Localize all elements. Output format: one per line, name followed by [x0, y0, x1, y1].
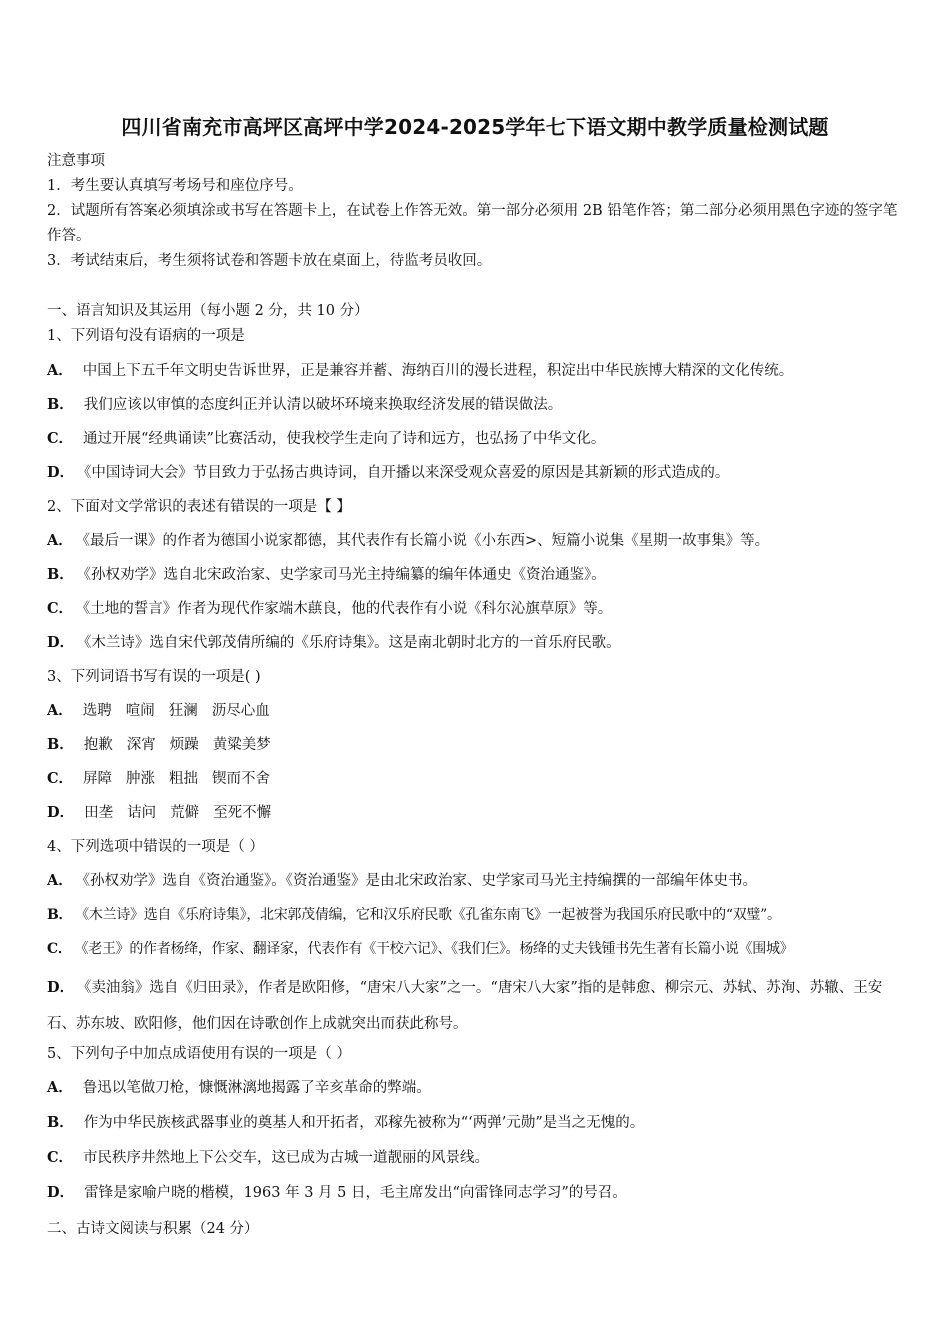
q3-option-b: B． 抱歉 深宵 烦躁 黄粱美梦: [47, 736, 271, 753]
q1-option-c: C． 通过开展“经典诵读”比赛活动，使我校学生走向了诗和远方，也弘扬了中华文化。: [47, 430, 606, 447]
q4-option-b: B． 《木兰诗》选自《乐府诗集》，北宋郭茂倩编，它和汉乐府民歌《孔雀东南飞》一起被誉为我国乐府民歌中的“双璧”。: [47, 907, 781, 923]
q4-option-d: D． 《卖油翁》选自《归田录》，作者是欧阳修，“唐宋八大家”之一。“唐宋八大家”指的是韩愈、柳宗元、苏轼、苏洵、苏辙、王安石、苏东坡、欧阳修，他们因在诗歌创作上成就突出而获此称号。: [47, 979, 883, 1032]
q4-stem: 4、下列选项中错误的一项是（ ）: [47, 839, 264, 855]
q5-stem: 5、下列句子中加点成语使用有误的一项是（ ）: [47, 1046, 351, 1062]
q2-option-b: B． 《孙权劝学》选自北宋政治家、史学家司马光主持编纂的编年体通史《资治通鉴》。: [47, 566, 606, 583]
section-2-heading: 二、古诗文阅读与积累（24 分）: [47, 1221, 259, 1237]
q1-option-a: A． 中国上下五千年文明史告诉世界，正是兼容并蓄、海纳百川的漫长进程，积淀出中华民族博大精深的文化传统。: [47, 362, 794, 379]
q4-option-a: A． 《孙权劝学》选自《资治通鉴》。《资治通鉴》是由北宋政治家、史学家司马光主持编撰的一部编年体史书。: [47, 872, 758, 889]
q5-option-d: D． 雷锋是家喻户晓的楷模，1963 年 3 月 5 日，毛主席发出“向雷锋同志学习”的号召。: [47, 1184, 627, 1201]
q5-option-c: C． 市民秩序井然地上下公交车，这已成为古城一道靓丽的风景线。: [47, 1149, 490, 1166]
q3-option-c: C． 屏障 肿涨 粗拙 锲而不舍: [47, 770, 271, 787]
section-1-heading: 一、语言知识及其运用（每小题 2 分，共 10 分）: [47, 303, 369, 319]
q5-option-b: B． 作为中华民族核武器事业的奠基人和开拓者，邓稼先被称为“‘两弹’元勋”是当之无愧的。: [47, 1114, 645, 1131]
notice-item-2: 2．试题所有答案必须填涂或书写在答题卡上，在试卷上作答无效。第一部分必须用 2B 铅笔作答；第二部分必须用黑色字迹的签字笔作答。: [47, 203, 898, 244]
q1-stem: 1、下列语句没有语病的一项是: [47, 328, 245, 344]
q5-option-a: A． 鲁迅以笔做刀枪，慷慨淋漓地揭露了辛亥革命的弊端。: [47, 1079, 431, 1096]
q3-option-d: D． 田垄 诘问 荒僻 至死不懈: [47, 804, 272, 821]
q2-option-c: C． 《土地的誓言》作者为现代作家端木蕻良，他的代表作有小说《科尔沁旗草原》等。: [47, 600, 613, 617]
q4-option-c: C． 《老王》的作者杨绛，作家、翻译家，代表作有《干校六记》、《我们仨》。杨绛的丈夫钱锺书先生著有长篇小说《围城》: [47, 941, 794, 957]
q3-stem: 3、下列词语书写有误的一项是( ): [47, 669, 261, 685]
q2-option-d: D． 《木兰诗》选自宋代郭茂倩所编的《乐府诗集》。这是南北朝时北方的一首乐府民歌。: [47, 634, 621, 651]
notice-item-1: 1．考生要认真填写考场号和座位序号。: [47, 178, 303, 194]
q2-stem: 2、下面对文学常识的表述有错误的一项是【 】: [47, 499, 351, 515]
notice-heading: 注意事项: [47, 153, 105, 169]
q2-option-a: A． 《最后一课》的作者为德国小说家都德，其代表作有长篇小说《小东西>、短篇小说集《星期一故事集》等。: [47, 532, 770, 549]
q3-option-a: A． 选聘 喧闹 狂澜 沥尽心血: [47, 702, 270, 719]
notice-item-3: 3．考试结束后，考生须将试卷和答题卡放在桌面上，待监考员收回。: [47, 253, 492, 269]
page-title: 四川省南充市高坪区高坪中学2024-2025学年七下语文期中教学质量检测试题: [121, 115, 829, 139]
q1-option-b: B． 我们应该以审慎的态度纠正并认清以破坏环境来换取经济发展的错误做法。: [47, 396, 563, 413]
q1-option-d: D． 《中国诗词大会》节目致力于弘扬古典诗词，自开播以来深受观众喜爱的原因是其新颖的形式造成的。: [47, 464, 730, 481]
